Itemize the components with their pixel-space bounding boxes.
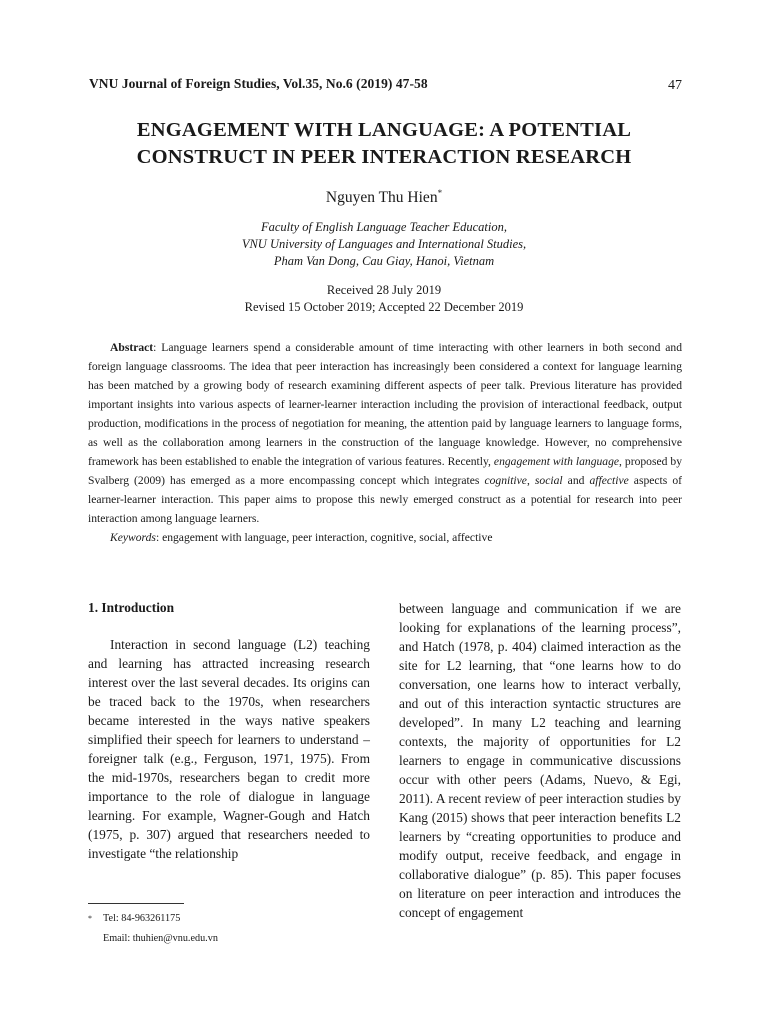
- author: [0, 189, 768, 207]
- intro-paragraph-right: between language and communication if we are looking for explanations of the learning process”, and Hatch (1978, p. 404) claimed interaction as the site for L2 learning, that “one learns how to do conversation, one learns how to interact verbally, and out of this interaction syntactic structures are developed”. In many L2 teaching and learning contexts, the majority of opportunities for L2 learners to engage in communicative discussions occur with other peers (Adams, Nuevo, & Egi, 2011). A recent review of peer interaction studies by Kang (2015) shows that peer interaction benefits L2 learners by “creating opportunities to produce and modify output, receive feedback, and engage in collaborative dialogue” (p. 85). This paper focuses on literature on peer interaction and introduces the concept of engagement: [399, 601, 681, 920]
- keywords-text: : engagement with language, peer interaction, cognitive, social, affective: [155, 531, 493, 544]
- author-footnote-mark: *: [437, 187, 443, 198]
- abstract-text-1: : Language learners spend a considerable amount of time interacting with other learners in both second and foreign language classrooms. The idea that peer interaction has increasingly been considered a context for language learning has been matched by a growing body of research examining different aspects of peer talk. Previous literature has provided important insights into various aspects of learner-learner interaction including the provision of interactional feedback, output production, modifications in the process of negotiation for meaning, the attention paid by language learners to language forms, as well as the collaboration among learners in the construction of the language knowledge. However, no comprehensive framework has been established to enable the integration of various features. Recently,: [88, 341, 682, 468]
- abstract-term-engagement: engagement with language: [493, 455, 620, 468]
- page-number: 47: [668, 78, 682, 93]
- footnote-tel-text: Tel: 84-963261175: [103, 913, 181, 924]
- intro-paragraph-left: Interaction in second language (L2) teaching and learning has attracted increasing research interest over the last several decades. Its origins can be traced back to the 1970s, when researchers became interested in the ways native speakers simplified their speech for learners to understand – foreigner talk (e.g., Ferguson, 1971, 1975). From the mid-1970s, researchers began to credit more importance to the role of dialogue in language learning. For example, Wagner-Gough and Hatch (1975, p. 307) argued that researchers needed to investigate “the relationship: [88, 637, 370, 861]
- affiliation: [0, 219, 768, 270]
- abstract-term-social: social: [534, 474, 563, 487]
- affiliation-line-1: Faculty of English Language Teacher Education,: [260, 220, 508, 234]
- keywords-label: Keywords: [110, 531, 156, 544]
- journal-citation: VNU Journal of Foreign Studies, Vol.35, No.6 (2019) 47-58: [89, 76, 428, 91]
- affiliation-line-2: VNU University of Languages and International Studies,: [241, 237, 527, 251]
- footnote-divider: [88, 903, 184, 904]
- abstract-label: Abstract: [110, 341, 154, 354]
- revised-accepted-dates: Revised 15 October 2019; Accepted 22 December 2019: [244, 300, 524, 314]
- article-title: [60, 117, 708, 171]
- abstract-text-2: , proposed by Svalberg (2009) has emerged as a more encompassing concept which integrates: [88, 455, 682, 487]
- abstract: [88, 338, 682, 547]
- footnote-tel: [88, 909, 218, 929]
- title-line-2: CONSTRUCT IN PEER INTERACTION RESEARCH: [136, 146, 632, 168]
- abstract-term-cognitive: cognitive: [484, 474, 527, 487]
- abstract-paragraph: [88, 338, 682, 528]
- keywords: [88, 528, 682, 547]
- footnotes: [88, 909, 218, 949]
- section-heading: 1. Introduction: [88, 600, 175, 615]
- footnote-email: Email: thuhien@vnu.edu.vn: [103, 933, 218, 944]
- received-date: Received 28 July 2019: [326, 283, 442, 297]
- body-column-left: [88, 598, 370, 863]
- affiliation-line-3: Pham Van Dong, Cau Giay, Hanoi, Vietnam: [273, 254, 495, 268]
- author-name: Nguyen Thu Hien: [325, 189, 438, 206]
- abstract-text-5: aspects of learner-learner interaction. This paper aims to propose this newly emerged construct as a potential for research into peer interaction among language learners.: [88, 474, 683, 525]
- article-dates: [0, 282, 768, 316]
- abstract-term-affective: affective: [589, 474, 629, 487]
- abstract-text-4: and: [562, 474, 590, 487]
- title-line-1: ENGAGEMENT WITH LANGUAGE: A POTENTIAL: [136, 119, 632, 141]
- abstract-text-3: ,: [526, 474, 535, 487]
- body-column-right: [399, 599, 681, 922]
- footnote-mark: *: [88, 914, 92, 923]
